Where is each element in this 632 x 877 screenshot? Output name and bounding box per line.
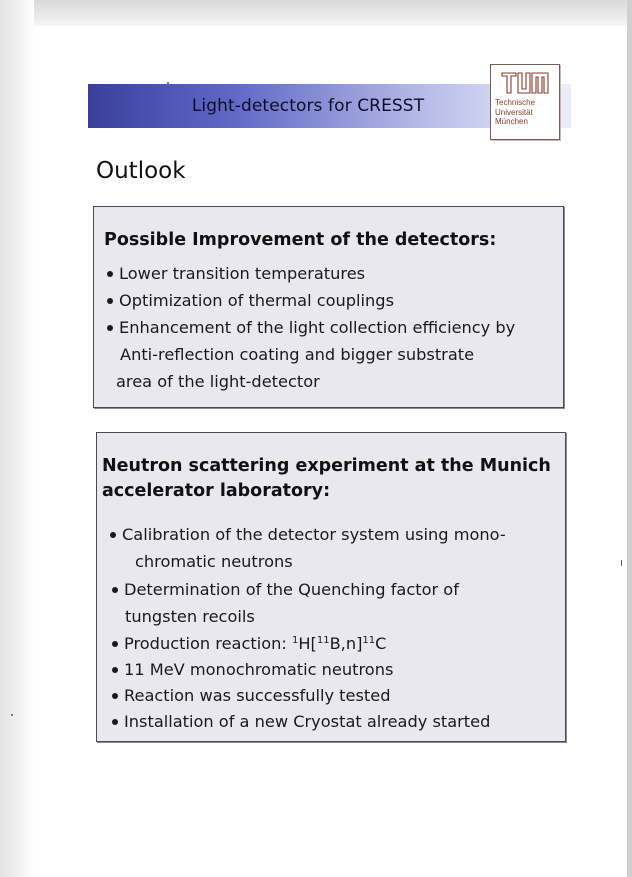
scan-speck [11,714,13,716]
logo-text [495,98,557,127]
list-item: Enhancement of the light collection efficiency by [119,314,515,341]
list-item-continuation: area of the light-detector [116,372,320,391]
bullet-icon [107,271,113,277]
bullet-icon [112,693,118,699]
bullet-icon [112,719,118,725]
bullet-icon [112,641,118,647]
bullet-icon [107,298,113,304]
list-item: Calibration of the detector system using mono- [122,521,506,548]
bullet-icon [112,667,118,673]
scan-left-edge [0,0,34,877]
list-item: Lower transition temperatures [119,260,365,287]
logo-line: Technische [495,98,536,107]
neutron-heading: Neutron scattering experiment at the Munich accelerator laboratory: [102,456,551,501]
list-item: Reaction was successfully tested [124,682,391,709]
list-item: Determination of the Quenching factor of [124,576,459,603]
slide-title: Light-detectors for CRESST [191,96,425,116]
scan-speck [621,560,622,566]
list-item-continuation: Anti-reflection coating and bigger substrate [120,345,475,364]
improvements-box [93,206,564,408]
list-item: Installation of a new Cryostat already started [124,708,490,735]
neutron-experiment-box [96,432,566,742]
logo-line: München [495,117,528,126]
logo-line: Universität [495,107,533,117]
bullet-icon [112,587,118,593]
list-item-continuation: tungsten recoils [125,607,255,626]
list-item-continuation: chromatic neutrons [135,552,293,571]
section-title: Outlook [96,158,186,184]
scan-top-edge [0,0,632,26]
university-logo [490,64,560,140]
improvements-heading: Possible Improvement of the detectors: [104,230,497,250]
list-item: Optimization of thermal couplings [119,287,394,314]
list-item: 11 MeV monochromatic neutrons [124,656,393,683]
list-item: Production reaction: $^1H[^{11}B,n]^{11}C$ [124,630,386,657]
bullet-icon [107,325,113,331]
tum-logo-icon [500,71,550,95]
bullet-icon [110,532,116,538]
scan-right-edge [627,0,632,877]
